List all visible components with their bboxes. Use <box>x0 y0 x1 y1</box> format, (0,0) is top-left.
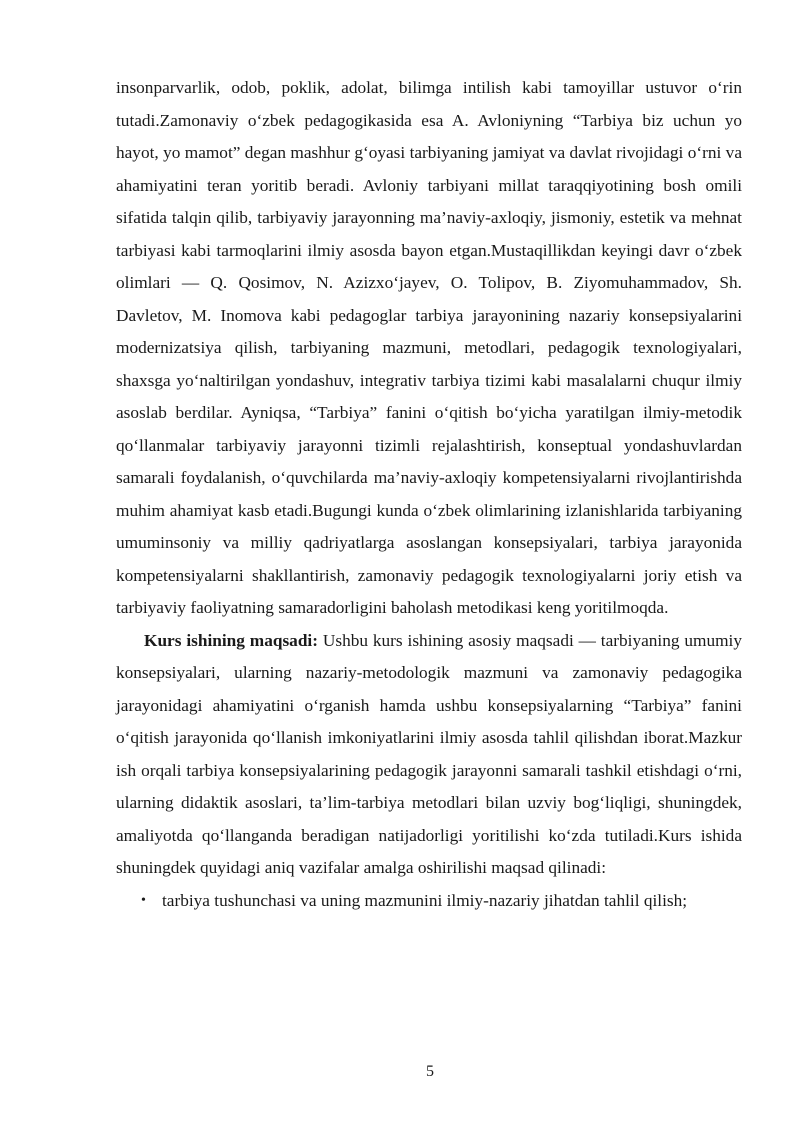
list-item <box>116 885 742 918</box>
page-number: 5 <box>426 1063 434 1080</box>
body-paragraph: insonparvarlik, odob, poklik, adolat, bilimga intilish kabi tamoyillar ustuvor o‘rin tutadi.Zamonaviy o‘zbek pedagogikasida esa A. Avloniyning “Tarbiya biz uchun yo hayot, yo mamot” degan mashhur g‘oyasi tarbiyaning jamiyat va davlat rivojidagi o‘rni va ahamiyatini teran yoritib beradi. Avloniy tarbiyani millat taraqqiyotining bosh omili sifatida talqin qilib, tarbiyaviy jarayonning ma’naviy-axloqiy, jismoniy, estetik va mehnat tarbiyasi kabi tarmoqlarini ilmiy asosda bayon etgan.Mustaqillikdan keyingi davr o‘zbek olimlari — Q. Qosimov, N. Azizxo‘jayev, O. Tolipov, B. Ziyomuhammadov, Sh. Davletov, M. Inomova kabi pedagoglar tarbiya jarayonining nazariy konsepsiyalarini modernizatsiya qilish, tarbiyaning mazmuni, metodlari, pedagogik texnologiyalari, shaxsga yo‘naltirilgan yondashuv, integrativ tarbiya tizimi kabi masalalarni chuqur ilmiy asoslab berdilar. Ayniqsa, “Tarbiya” fanini o‘qitish bo‘yicha yaratilgan ilmiy-metodik qo‘llanmalar tarbiyaviy jarayonni tizimli rejalashtirish, konseptual yondashuvlardan samarali foydalanish, o‘quvchilarda ma’naviy-axloqiy kompetensiyalarni rivojlantirishda muhim ahamiyat kasb etadi.Bugungi kunda o‘zbek olimlarining izlanishlarida tarbiyaning umuminsoniy va milliy qadriyatlarga asoslangan konsepsiyalari, tarbiya jarayonida kompetensiyalarni shakllantirish, zamonaviy pedagogik texnologiyalarni joriy etish va tarbiyaviy faoliyatning samaradorligini baholash metodikasi keng yoritilmoqda. <box>116 78 742 617</box>
task-list <box>116 885 742 918</box>
page-body <box>116 72 742 917</box>
list-item-text: tarbiya tushunchasi va uning mazmunini ilmiy-nazariy jihatdan tahlil qilish; <box>162 890 688 910</box>
goal-paragraph <box>116 625 742 885</box>
goal-heading: Kurs ishining maqsadi: <box>144 630 318 650</box>
goal-text: Ushbu kurs ishining asosiy maqsadi — tarbiyaning umumiy konsepsiyalari, ularning nazariy-metodologik mazmuni va zamonaviy pedagogika jarayonidagi ahamiyatini o‘rganish hamda ushbu konsepsiyalarning “Tarbiya” fanini o‘qitish jarayonida qo‘llanish imkoniyatlarini ilmiy asosda tahlil qilishdan iborat.Mazkur ish orqali tarbiya konsepsiyalarining pedagogik jarayonni samarali tashkil etishdagi o‘rni, ularning didaktik asoslari, ta’lim-tarbiya metodlari bilan uzviy bog‘liqligi, shuningdek, amaliyotda qo‘llanganda beradigan natijadorligi yoritilishi ko‘zda tutiladi.Kurs ishida shuningdek quyidagi aniq vazifalar amalga oshirilishi maqsad qilinadi: <box>116 630 743 877</box>
bullet-icon: • <box>141 892 146 908</box>
